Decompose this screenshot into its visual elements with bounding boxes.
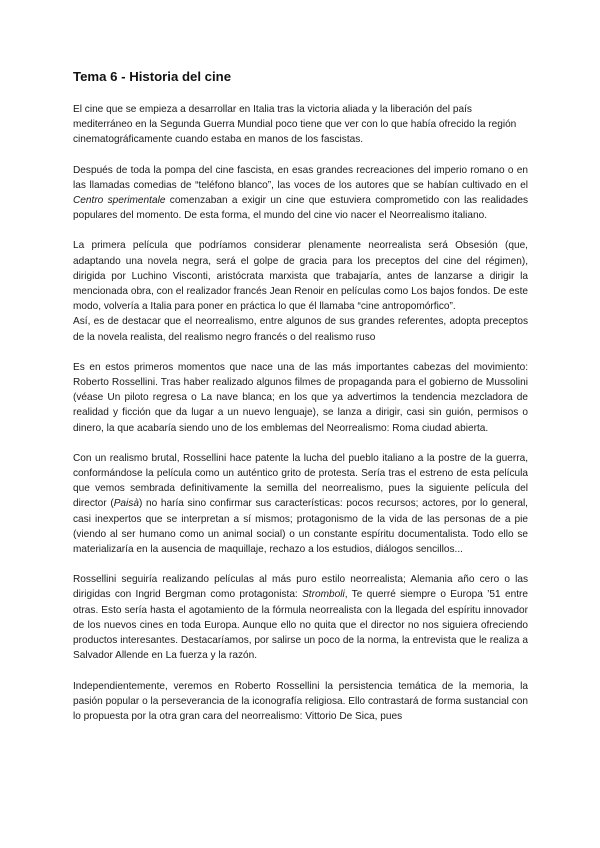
italic-text-run: Stromboli [302, 589, 345, 601]
document-page [73, 68, 528, 739]
paragraph-rossellini [73, 360, 528, 436]
text-run: Independientemente, veremos en Roberto Rossellini la persistencia temática de la memoria, la pasión popular o la perseverancia de la iconografía religiosa. Ello contrastará de forma sustancial con lo propuesta por la otra gran cara del neorrealismo: Vittorio De Sica, pues [73, 680, 528, 722]
paragraph-intro [73, 102, 528, 148]
text-run: Es en estos primeros momentos que nace una de las más importantes cabezas del movimiento: Roberto Rossellini. Tras haber realizado algunos filmes de propaganda para el gobierno de Mussolini (véase Un piloto regresa o La nave blanca; en los que ya advertimos la tendencia mezcladora de realidad y ficción que da lugar a un nuevo lenguaje), se lanza a dirigir, casi sin guión, permisos o dinero, la que acabaría siendo uno de los emblemas del Neorrealismo: Roma ciudad abierta. [73, 361, 528, 434]
paragraph-themes [73, 679, 528, 725]
text-run: Así, es de destacar que el neorrealismo, entre algunos de sus grandes referentes, adopta preceptos de la novela realista, del realismo negro francés o del realismo ruso [73, 316, 528, 343]
text-run: El cine que se empieza a desarrollar en Italia tras la victoria aliada y la liberación del país mediterráneo en la Segunda Guerra Mundial poco tiene que ver con lo que había ofrecido la región cinematográficamente cuando estaba en manos de los fascistas. [73, 104, 517, 146]
text-run: , Te querré siempre o Europa ’51 entre otras. Esto sería hasta el agotamiento de la fórmula neorrealista con la llegada del espíritu innovador de los nuevos cines en toda Europa. Aunque ello no quita que el director no nos siguiera ofreciendo productos interesantes. Destacaríamos, por salirse un poco de la norma, la entrevista que le realiza a Salvador Allende en La fuerza y la razón. [73, 589, 528, 662]
text-run: Con un realismo brutal, Rossellini hace patente la lucha del pueblo italiano a la postre de la guerra, conformándose la película como un auténtico grito de protesta. Sería tras el estreno de esta película que vemos sembrada definitivamente la semilla del neorrealismo, pues la siguiente película del director ( [73, 452, 528, 510]
text-run: Después de toda la pompa del cine fascista, en esas grandes recreaciones del imperio romano o en las llamadas comedias de “teléfono blanco”, las voces de los autores que se habían cultivado en el [73, 164, 528, 191]
paragraph-references [73, 314, 528, 344]
paragraph-obsesion [73, 238, 528, 314]
paragraph-later-films [73, 572, 528, 663]
text-run: La primera película que podríamos considerar plenamente neorrealista será Obsesión (que, adaptando una novela negra, será el golpe de gracia para los preceptos del cine del régimen), dirigida por Luchino Visconti, aristócrata marxista que trabajaría, antes de lanzarse a dirigir la mencionada obra, con el realizador francés Jean Renoir en películas como Los bajos fondos. De este modo, volvería a Italia para poner en práctica lo que él llamaba “cine antropomórfico”. [73, 240, 528, 313]
paragraph-fascist-cinema [73, 163, 528, 224]
page-title: Tema 6 - Historia del cine [73, 69, 232, 84]
italic-text-run: Centro sperimentale [73, 195, 166, 207]
paragraph-realism [73, 451, 528, 557]
text-run: Rossellini seguiría realizando películas al más puro estilo neorrealista; Alemania año cero o las dirigidas con Ingrid Bergman como protagonista: [73, 574, 528, 601]
text-run: comenzaban a exigir un cine que estuviera comprometido con las realidades populares del momento. De esta forma, el mundo del cine vio nacer el Neorrealismo italiano. [73, 195, 528, 222]
text-run: ) no haría sino confirmar sus características: pocos recursos; actores, por lo general, casi inexpertos que se interpretan a sí mismos; protagonismo de la vida de las personas de a pie (viendo al ser humano como un animal social) o un constante espíritu documentalista. Todo ello se materializaría en la ausencia de maquillaje, rechazo a los estudios, diálogos sencillos... [73, 498, 528, 556]
italic-text-run: Paisà [113, 498, 139, 510]
